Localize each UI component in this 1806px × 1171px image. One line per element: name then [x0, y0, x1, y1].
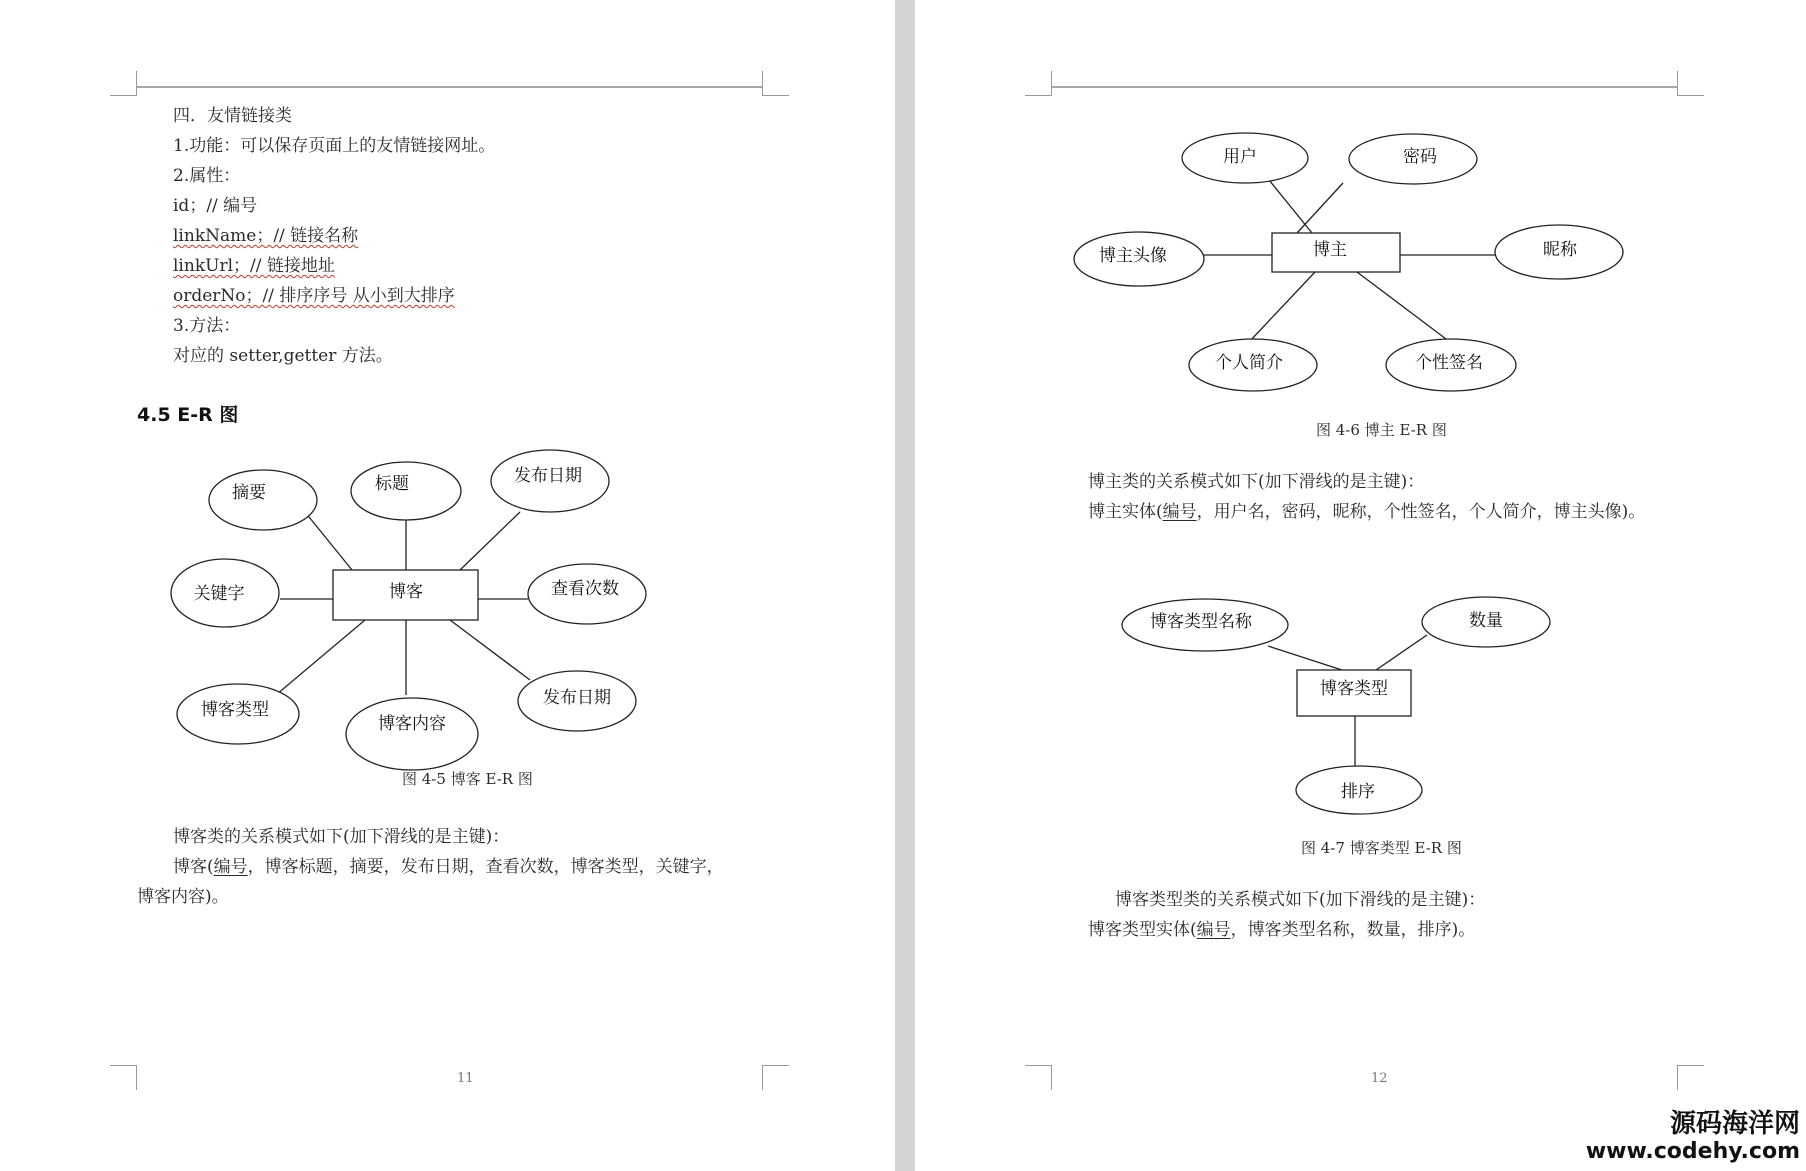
er-attribute-label: 博主头像 — [1099, 246, 1167, 266]
relation-fields: ，博客类型名称，数量，排序)。 — [1230, 920, 1476, 940]
watermark — [1586, 1109, 1800, 1165]
figure-caption: 图 4-5 博客 E-R 图 — [402, 770, 533, 788]
text-line: 四．友情链接类 — [173, 106, 292, 126]
er-attribute — [346, 698, 478, 770]
relation-intro: 博主类的关系模式如下(加下滑线的是主键)： — [1088, 472, 1425, 492]
er-attribute-label: 昵称 — [1543, 240, 1577, 260]
text-line: linkUrl；// 链接地址 — [173, 256, 335, 276]
text-line: 1.功能：可以保存页面上的友情链接网址。 — [173, 136, 496, 156]
page-number: 11 — [457, 1071, 474, 1086]
relation-prefix: 博客( — [173, 857, 214, 877]
er-attribute-label: 博客内容 — [378, 714, 446, 734]
figure-caption: 图 4-7 博客类型 E-R 图 — [1301, 839, 1462, 857]
relation-prefix: 博主实体( — [1088, 502, 1163, 522]
er-entity-label: 博客类型 — [1320, 679, 1388, 699]
relation-schema — [173, 855, 724, 879]
er-attribute-label: 密码 — [1403, 147, 1437, 167]
er-attribute-label: 博客类型名称 — [1150, 612, 1252, 632]
er-entity-label: 博主 — [1313, 240, 1347, 260]
margin-corner-bottom-left — [110, 1065, 137, 1090]
er-attribute-label: 排序 — [1341, 782, 1375, 802]
text-line: 3.方法： — [173, 316, 241, 336]
margin-corner-bottom-right — [1677, 1065, 1704, 1090]
primary-key: 编号 — [1196, 920, 1231, 940]
primary-key: 编号 — [213, 857, 248, 877]
text-line: 2.属性： — [173, 166, 241, 186]
document-page-11 — [0, 0, 895, 1171]
er-attribute-label: 查看次数 — [551, 579, 619, 599]
relation-intro: 博客类的关系模式如下(加下滑线的是主键)： — [173, 827, 510, 847]
er-attribute-label: 发布日期 — [543, 688, 611, 708]
er-attribute-label: 个人简介 — [1215, 353, 1283, 373]
text-line: orderNo；// 排序序号 从小到大排序 — [173, 286, 455, 306]
margin-corner-bottom-right — [762, 1065, 789, 1090]
relation-prefix: 博客类型实体( — [1088, 920, 1197, 940]
er-attribute-label: 标题 — [375, 474, 409, 494]
page-number: 12 — [1371, 1071, 1388, 1086]
relation-schema — [1088, 918, 1475, 942]
er-attribute-label: 用户 — [1223, 147, 1257, 167]
primary-key: 编号 — [1162, 502, 1197, 522]
er-diagram-blogger — [915, 0, 1806, 1171]
relation-schema-cont: 博客内容)。 — [137, 887, 229, 907]
relation-intro: 博客类型类的关系模式如下(加下滑线的是主键)： — [1115, 890, 1486, 910]
er-entity-label: 博客 — [389, 582, 423, 602]
relation-fields: ，博客标题，摘要，发布日期，查看次数，博客类型，关键字， — [247, 857, 724, 877]
text-line: 对应的 setter,getter 方法。 — [173, 346, 393, 366]
page-gutter — [895, 0, 915, 1171]
relation-fields: ，用户名，密码，昵称，个性签名，个人简介，博主头像)。 — [1196, 502, 1646, 522]
er-attribute-label: 摘要 — [232, 483, 266, 503]
er-attribute-label: 关键字 — [193, 584, 245, 604]
er-attribute-label: 数量 — [1469, 611, 1503, 631]
text-line: id；// 编号 — [173, 196, 258, 216]
er-attribute-label: 个性签名 — [1415, 353, 1483, 373]
document-page-12 — [915, 0, 1806, 1171]
relation-schema — [1088, 500, 1645, 524]
watermark-name: 源码海洋网 — [1669, 1109, 1800, 1139]
section-heading: 4.5 E-R 图 — [137, 404, 239, 426]
er-attribute-label: 博客类型 — [201, 700, 269, 720]
watermark-url: www.codehy.com — [1585, 1139, 1800, 1164]
figure-caption: 图 4-6 博主 E-R 图 — [1316, 421, 1447, 439]
text-line: linkName；// 链接名称 — [173, 226, 359, 246]
margin-corner-bottom-left — [1025, 1065, 1052, 1090]
er-diagram-blog — [0, 0, 895, 1171]
er-attribute-label: 发布日期 — [514, 466, 582, 486]
